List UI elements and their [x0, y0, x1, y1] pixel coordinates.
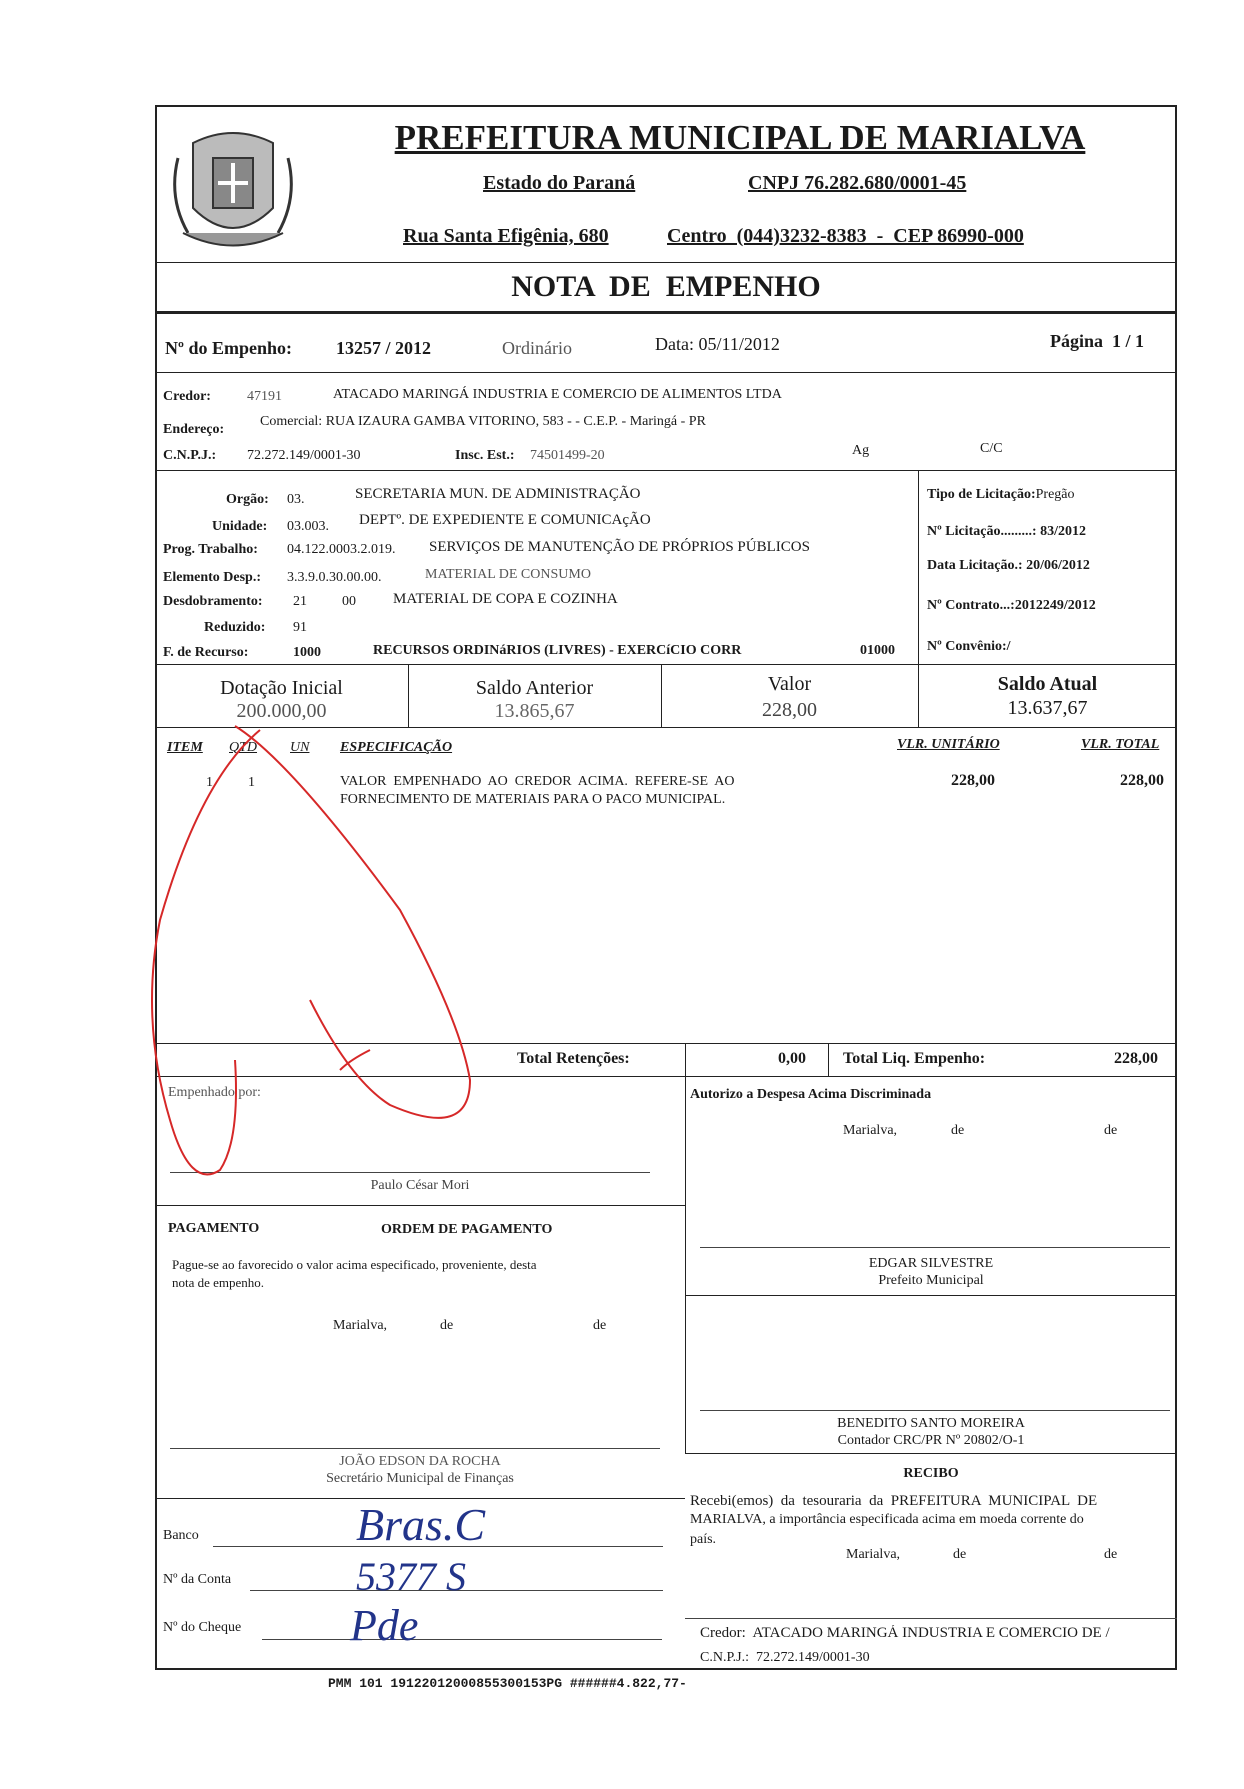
page-title: PREFEITURA MUNICIPAL DE MARIALVA	[394, 118, 1086, 157]
desdobramento-name: MATERIAL DE COPA E COZINHA	[393, 591, 618, 607]
empenho-type: Ordinário	[502, 338, 572, 358]
reduzido-value: 91	[293, 620, 307, 635]
elemento-label: Elemento Desp.:	[163, 570, 261, 585]
autorizo-de1: de	[951, 1123, 965, 1138]
col-vlr-total: VLR. TOTAL	[1081, 737, 1160, 752]
district-label: Centro (044)3232-8383 - CEP 86990-000	[667, 225, 1024, 247]
pagamento-local: Marialva,	[333, 1318, 388, 1333]
autorizo-local: Marialva,	[843, 1123, 898, 1138]
total-retencoes-label: Total Retenções:	[517, 1050, 630, 1067]
col-vlr-unitario: VLR. UNITÁRIO	[897, 737, 1000, 752]
empenho-number-label: Nº do Empenho:	[165, 338, 292, 358]
recibo-de2: de	[1104, 1547, 1118, 1562]
recibo-texto1: Recebi(emos) da tesouraria da PREFEITURA MUNICIPAL DE	[690, 1493, 1098, 1509]
recurso-code: 1000	[293, 645, 321, 660]
contador-nome: BENEDITO SANTO MOREIRA	[837, 1416, 1025, 1431]
col-un: UN	[290, 740, 310, 755]
unidade-code: 03.003.	[287, 519, 329, 534]
valor-label: Valor	[767, 673, 812, 695]
empenhado-por-nome: Paulo César Mori	[370, 1178, 470, 1193]
endereco-value: Comercial: RUA IZAURA GAMBA VITORINO, 583 - - C.E.P. - Maringá - PR	[260, 414, 706, 429]
conta-label: Nº da Conta	[163, 1572, 232, 1587]
reduzido-label: Reduzido:	[204, 620, 266, 635]
pagamento-texto2: nota de empenho.	[172, 1275, 265, 1290]
saldo-anterior-value: 13.865,67	[494, 700, 575, 722]
conta-handwritten: 5377 S	[356, 1554, 466, 1599]
col-qtd: QTD	[229, 740, 258, 755]
recibo-local: Marialva,	[846, 1547, 901, 1562]
recibo-de1: de	[953, 1547, 967, 1562]
state-label: Estado do Paraná	[483, 172, 636, 194]
elemento-code: 3.3.9.0.30.00.00.	[287, 570, 382, 585]
cheque-handwritten: Pde	[350, 1601, 419, 1650]
empenhado-por-label: Empenhado por:	[168, 1085, 261, 1100]
convenio-numero: Nº Convênio:/	[927, 639, 1011, 654]
ordem-pagamento-label: ORDEM DE PAGAMENTO	[381, 1222, 553, 1237]
prefeito-nome: EDGAR SILVESTRE	[868, 1256, 994, 1271]
saldo-atual-label: Saldo Atual	[997, 673, 1098, 695]
dotacao-value: 200.000,00	[236, 700, 327, 722]
prog-code: 04.122.0003.2.019.	[287, 542, 396, 557]
cnpj-label: CNPJ 76.282.680/0001-45	[748, 172, 967, 194]
total-liquido-value: 228,00	[1114, 1050, 1158, 1067]
recurso-number: 01000	[860, 643, 895, 658]
pagamento-de2: de	[593, 1318, 607, 1333]
page-number: Página 1 / 1	[1050, 331, 1145, 351]
autorizo-label: Autorizo a Despesa Acima Discriminada	[690, 1087, 932, 1102]
licitacao-data: Data Licitação.: 20/06/2012	[927, 558, 1090, 573]
insc-value: 74501499-20	[530, 448, 605, 463]
saldo-atual-value: 13.637,67	[1007, 697, 1088, 719]
col-especificacao: ESPECIFICAÇÃO	[340, 740, 453, 755]
item-vlr-unitario: 228,00	[951, 772, 995, 789]
prog-label: Prog. Trabalho:	[163, 542, 258, 557]
contrato-numero: Nº Contrato...:2012249/2012	[927, 598, 1096, 613]
elemento-name: MATERIAL DE CONSUMO	[425, 567, 591, 582]
recibo-title: RECIBO	[903, 1466, 959, 1481]
empenho-date: Data: 05/11/2012	[655, 334, 780, 354]
footer-code: PMM 101 19122012000855300153PG ######4.822,77-	[328, 1676, 687, 1691]
licitacao-numero: Nº Licitação.........: 83/2012	[927, 524, 1086, 539]
document-title: NOTA DE EMPENHO	[511, 270, 821, 303]
cheque-label: Nº do Cheque	[163, 1620, 242, 1635]
red-signature-mark	[140, 720, 490, 1210]
col-item: ITEM	[167, 740, 203, 755]
orgao-code: 03.	[287, 492, 305, 507]
item-vlr-total: 228,00	[1120, 772, 1164, 789]
banco-handwritten: Bras.C	[356, 1499, 486, 1550]
desdobramento-sub: 00	[342, 594, 356, 609]
conta-corrente-label: C/C	[980, 441, 1003, 456]
recibo-cnpj: C.N.P.J.: 72.272.149/0001-30	[700, 1650, 870, 1665]
recibo-credor: Credor: ATACADO MARINGÁ INDUSTRIA E COMERCIO DE /	[700, 1625, 1110, 1641]
item-number: 1	[206, 775, 213, 790]
secretario-cargo: Secretário Municipal de Finanças	[326, 1471, 514, 1486]
recurso-name: RECURSOS ORDINáRIOS (LIVRES) - EXERCíCIO CORR	[373, 643, 742, 658]
valor-value: 228,00	[762, 699, 817, 721]
pagamento-texto1: Pague-se ao favorecido o valor acima especificado, proveniente, desta	[172, 1257, 537, 1272]
credor-name: ATACADO MARINGÁ INDUSTRIA E COMERCIO DE ALIMENTOS LTDA	[333, 387, 782, 402]
item-espec-line2: FORNECIMENTO DE MATERIAIS PARA O PACO MUNICIPAL.	[340, 792, 726, 807]
saldo-anterior-label: Saldo Anterior	[475, 677, 594, 699]
prog-name: SERVIÇOS DE MANUTENÇÃO DE PRÓPRIOS PÚBLICOS	[429, 539, 810, 555]
total-liquido-label: Total Liq. Empenho:	[843, 1050, 986, 1067]
prefeito-cargo: Prefeito Municipal	[878, 1273, 984, 1288]
agencia-label: Ag	[852, 443, 870, 458]
desdobramento-label: Desdobramento:	[163, 594, 263, 609]
orgao-label: Orgão:	[226, 492, 269, 507]
pagamento-de1: de	[440, 1318, 454, 1333]
secretario-nome: JOÃO EDSON DA ROCHA	[339, 1454, 501, 1469]
contador-cargo: Contador CRC/PR Nº 20802/O-1	[837, 1433, 1025, 1448]
banco-label: Banco	[163, 1528, 199, 1543]
licitacao-tipo: Tipo de Licitação:Pregão	[927, 487, 1075, 502]
unidade-label: Unidade:	[212, 519, 268, 534]
recibo-texto2: MARIALVA, a importância especificada acima em moeda corrente do	[690, 1512, 1084, 1527]
total-retencoes-value: 0,00	[778, 1050, 806, 1067]
address-label: Rua Santa Efigênia, 680	[403, 225, 609, 247]
pagamento-label: PAGAMENTO	[168, 1221, 260, 1236]
recibo-texto3: país.	[690, 1532, 717, 1547]
insc-label: Insc. Est.:	[455, 448, 515, 463]
autorizo-de2: de	[1104, 1123, 1118, 1138]
item-espec-line1: VALOR EMPENHADO AO CREDOR ACIMA. REFERE-SE AO	[340, 774, 735, 789]
credor-cnpj-label: C.N.P.J.:	[163, 448, 217, 463]
recurso-label: F. de Recurso:	[163, 645, 249, 660]
desdobramento-code: 21	[293, 594, 307, 609]
dotacao-label: Dotação Inicial	[220, 677, 343, 699]
credor-code: 47191	[247, 389, 282, 404]
empenho-number: 13257 / 2012	[336, 338, 432, 358]
credor-cnpj: 72.272.149/0001-30	[247, 448, 361, 463]
item-qtd: 1	[248, 775, 255, 790]
orgao-name: SECRETARIA MUN. DE ADMINISTRAÇÃO	[355, 486, 641, 502]
credor-label: Credor:	[163, 389, 211, 404]
unidade-name: DEPTº. DE EXPEDIENTE E COMUNICAçÃO	[359, 512, 651, 528]
endereco-label: Endereço:	[163, 422, 225, 437]
